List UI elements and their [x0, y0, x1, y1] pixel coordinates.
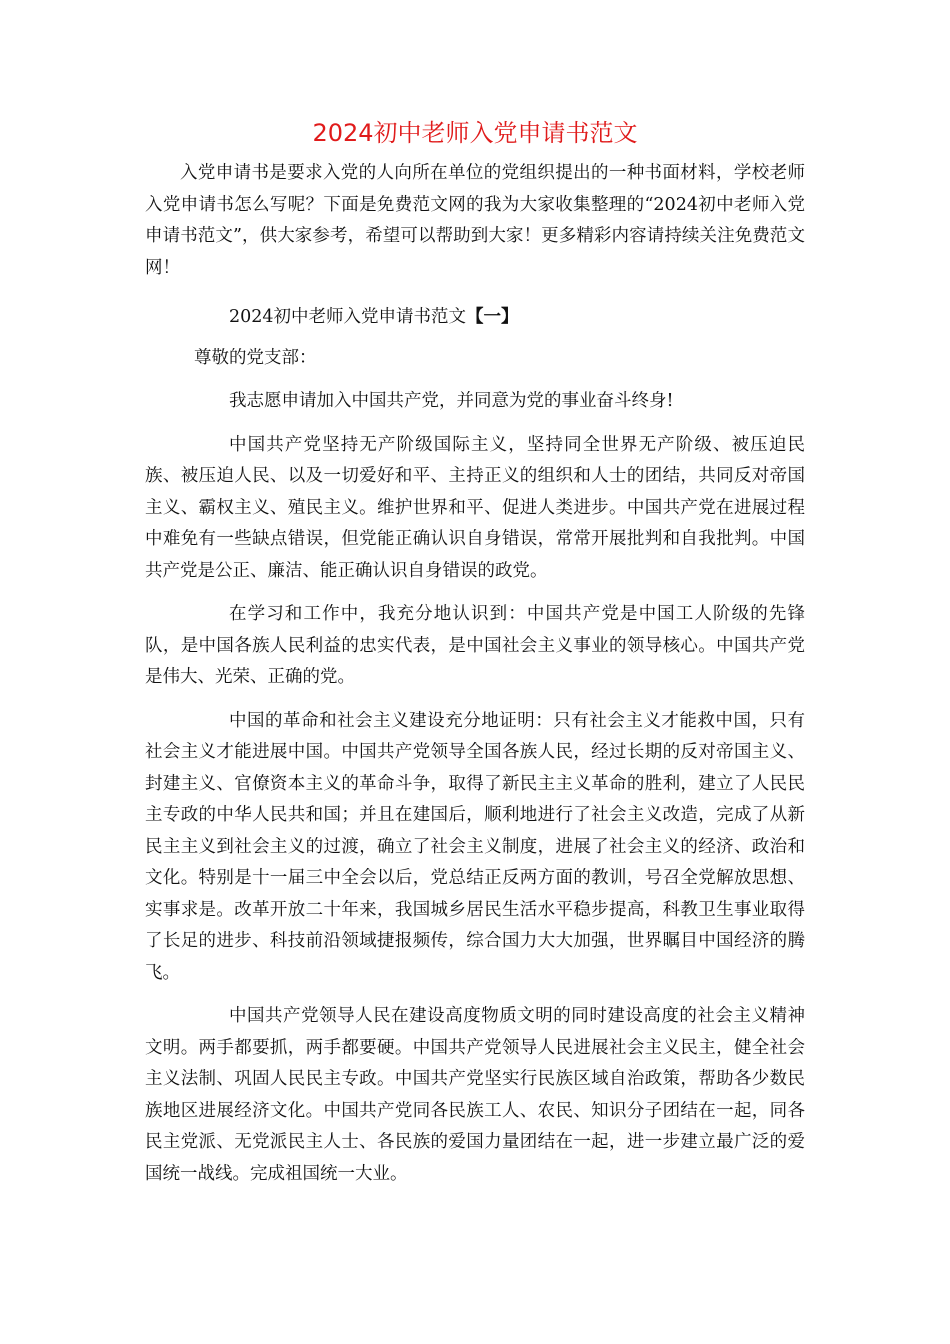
- section-heading-marker: 【一】: [466, 307, 519, 327]
- body-paragraph: 中国的革命和社会主义建设充分地证明：只有社会主义才能救中国，只有社会主义才能进展中国。中国共产党领导全国各族人民，经过长期的反对帝国主义、封建主义、官僚资本主义的革命斗争，取得了新民主主义革命的胜利，建立了人民民主专政的中华人民共和国；并且在建国后，顺利地进行了社会主义改造，完成了从新民主主义到社会主义的过渡，确立了社会主义制度，进展了社会主义的经济、政治和文化。特别是十一届三中全会以后，党总结正反两方面的教训，号召全党解放思想、实事求是。改革开放二十年来，我国城乡居民生活水平稳步提高，科教卫生事业取得了长足的进步、科技前沿领域捷报频传，综合国力大大加强，世界瞩目中国经济的腾飞。: [145, 710, 805, 983]
- section-heading: [145, 302, 805, 334]
- salutation: 尊敬的党支部：: [194, 347, 317, 368]
- section-heading-text: 2024初中老师入党申请书范文: [229, 307, 467, 327]
- intro-paragraph: 入党申请书是要求入党的人向所在单位的党组织提出的一种书面材料，学校老师入党申请书怎么写呢？下面是免费范文网的我为大家收集整理的“2024初中老师入党申请书范文”，供大家参考，希望可以帮助到大家！更多精彩内容请持续关注免费范文网！: [145, 163, 805, 278]
- body-paragraph: 我志愿申请加入中国共产党，并同意为党的事业奋斗终身!: [229, 391, 674, 411]
- body-paragraph: 在学习和工作中，我充分地认识到：中国共产党是中国工人阶级的先锋队，是中国各族人民利益的忠实代表，是中国社会主义事业的领导核心。中国共产党是伟大、光荣、正确的党。: [145, 604, 805, 687]
- document-title: 2024初中老师入党申请书范文: [312, 119, 638, 147]
- body-paragraph: 中国共产党领导人民在建设高度物质文明的同时建设高度的社会主义精神文明。两手都要抓，两手都要硬。中国共产党领导人民进展社会主义民主，健全社会主义法制、巩固人民民主专政。中国共产党坚实行民族区域自治政策，帮助各少数民族地区进展经济文化。中国共产党同各民族工人、农民、知识分子团结在一起，同各民主党派、无党派民主人士、各民族的爱国力量团结在一起，进一步建立最广泛的爱国统一战线。完成祖国统一大业。: [145, 1006, 805, 1184]
- body-paragraph: 中国共产党坚持无产阶级国际主义，坚持同全世界无产阶级、被压迫民族、被压迫人民、以及一切爱好和平、主持正义的组织和人士的团结，共同反对帝国主义、霸权主义、殖民主义。维护世界和平、促进人类进步。中国共产党在进展过程中难免有一些缺点错误，但党能正确认识自身错误，常常开展批判和自我批判。中国共产党是公正、廉洁、能正确认识自身错误的政党。: [145, 434, 805, 581]
